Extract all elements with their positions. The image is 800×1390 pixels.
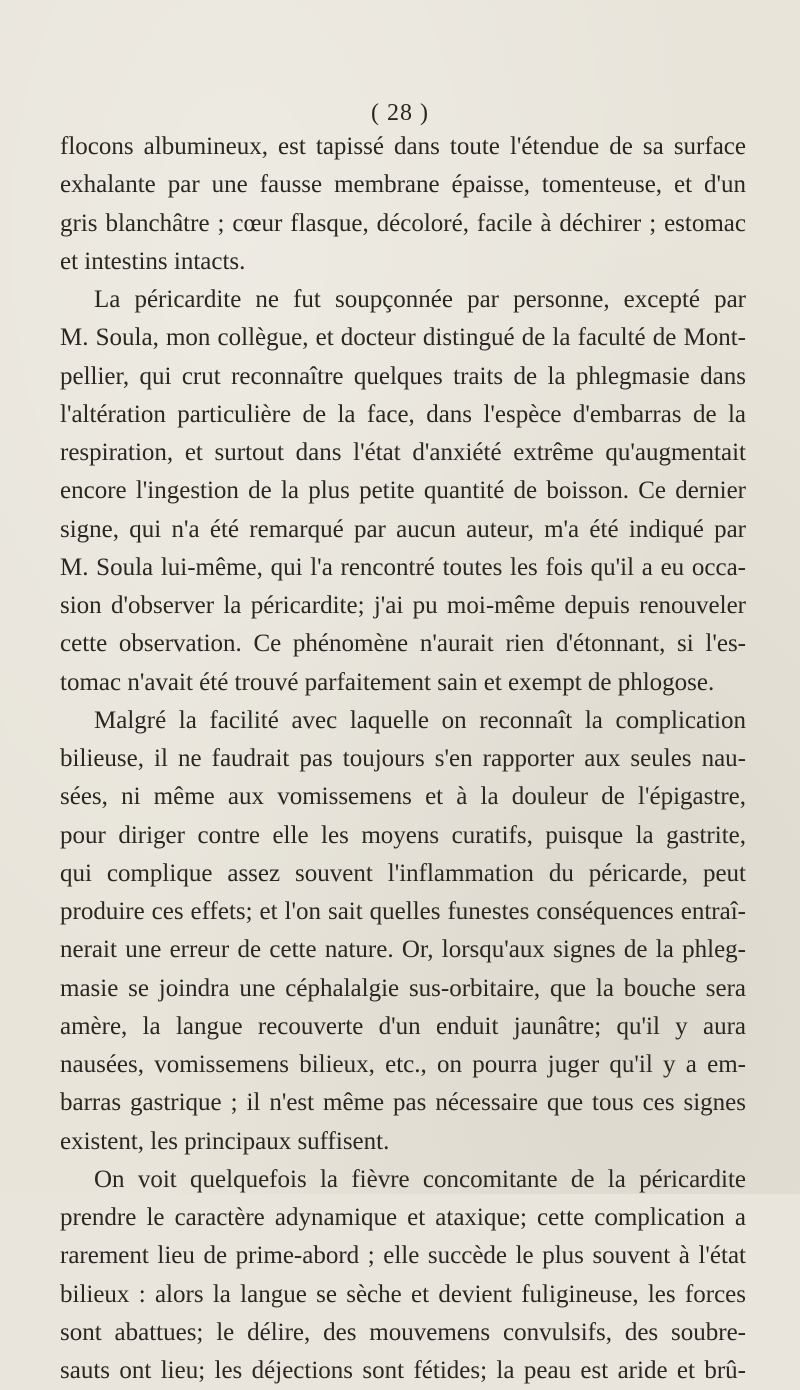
text-line: signe, qui n'a été remarqué par aucun auteur, m'a été indiqué par	[60, 515, 746, 543]
text-line: La péricardite ne fut soupçonnée par personne, excepté par	[94, 286, 746, 313]
text-line: M. Soula, mon collègue, et docteur distingué de la faculté de Mont-	[60, 324, 746, 352]
text-line: On voit quelquefois la fièvre concomitante de la péricardite	[94, 1165, 746, 1193]
text-line: respiration, et surtout dans l'état d'anxiété extrême qu'augmentait	[60, 439, 746, 466]
text-line: encore l'ingestion de la plus petite quantité de boisson. Ce dernier	[60, 477, 746, 505]
text-line: nausées, vomissemens bilieux, etc., on pourra juger qu'il y a em-	[60, 1051, 746, 1078]
text-line: bilieux : alors la langue se sèche et devient fuligineuse, les forces	[60, 1280, 746, 1308]
text-line: M. Soula lui-même, qui l'a rencontré toutes les fois qu'il a eu occa-	[60, 553, 746, 581]
text-line: existent, les principaux suffisent.	[60, 1127, 390, 1155]
body-text	[60, 128, 746, 1390]
text-line: pellier, qui crut reconnaître quelques traits de la phlegmasie dans	[60, 362, 746, 390]
text-line: l'altération particulière de la face, dans l'espèce d'embarras de la	[60, 400, 746, 428]
text-line: exhalante par une fausse membrane épaisse, tomenteuse, et d'un	[60, 171, 746, 199]
text-line: tomac n'avait été trouvé parfaitement sain et exempt de phlogose.	[60, 668, 715, 696]
text-line: gris blanchâtre ; cœur flasque, décoloré, facile à déchirer ; estomac	[60, 209, 746, 237]
text-line: sauts ont lieu; les déjections sont fétides; la peau est aride et brû-	[60, 1357, 746, 1384]
text-line: produire ces effets; et l'on sait quelles funestes conséquences entraî-	[60, 898, 746, 925]
text-line: sées, ni même aux vomissemens et à la douleur de l'épigastre,	[60, 783, 746, 811]
text-line: cette observation. Ce phénomène n'aurait rien d'étonnant, si l'es-	[60, 630, 746, 658]
text-line: nerait une erreur de cette nature. Or, lorsqu'aux signes de la phleg-	[60, 936, 746, 964]
text-line: bilieuse, il ne faudrait pas toujours s'en rapporter aux seules nau-	[60, 745, 746, 772]
text-line: prendre le caractère adynamique et ataxique; cette complication a	[60, 1204, 746, 1231]
text-line: et intestins intacts.	[60, 247, 246, 275]
text-line: rarement lieu de prime-abord ; elle succède le plus souvent à l'état	[60, 1242, 746, 1270]
text-line: pour diriger contre elle les moyens curatifs, puisque la gastrite,	[60, 821, 746, 849]
text-line: flocons albumineux, est tapissé dans toute l'étendue de sa surface	[60, 133, 746, 160]
text-line: Malgré la facilité avec laquelle on reconnaît la complication	[94, 706, 746, 734]
page-number: ( 28 )	[371, 100, 429, 126]
text-line: masie se joindra une céphalalgie sus-orbitaire, que la bouche sera	[60, 974, 746, 1002]
text-line: amère, la langue recouverte d'un enduit jaunâtre; qu'il y aura	[60, 1012, 746, 1040]
text-line: sont abattues; le délire, des mouvemens convulsifs, des soubre-	[60, 1318, 746, 1346]
text-line: barras gastrique ; il n'est même pas nécessaire que tous ces signes	[60, 1089, 746, 1117]
text-line: sion d'observer la péricardite; j'ai pu moi-même depuis renouveler	[60, 592, 746, 619]
text-line: qui complique assez souvent l'inflammation du péricarde, peut	[60, 859, 746, 887]
